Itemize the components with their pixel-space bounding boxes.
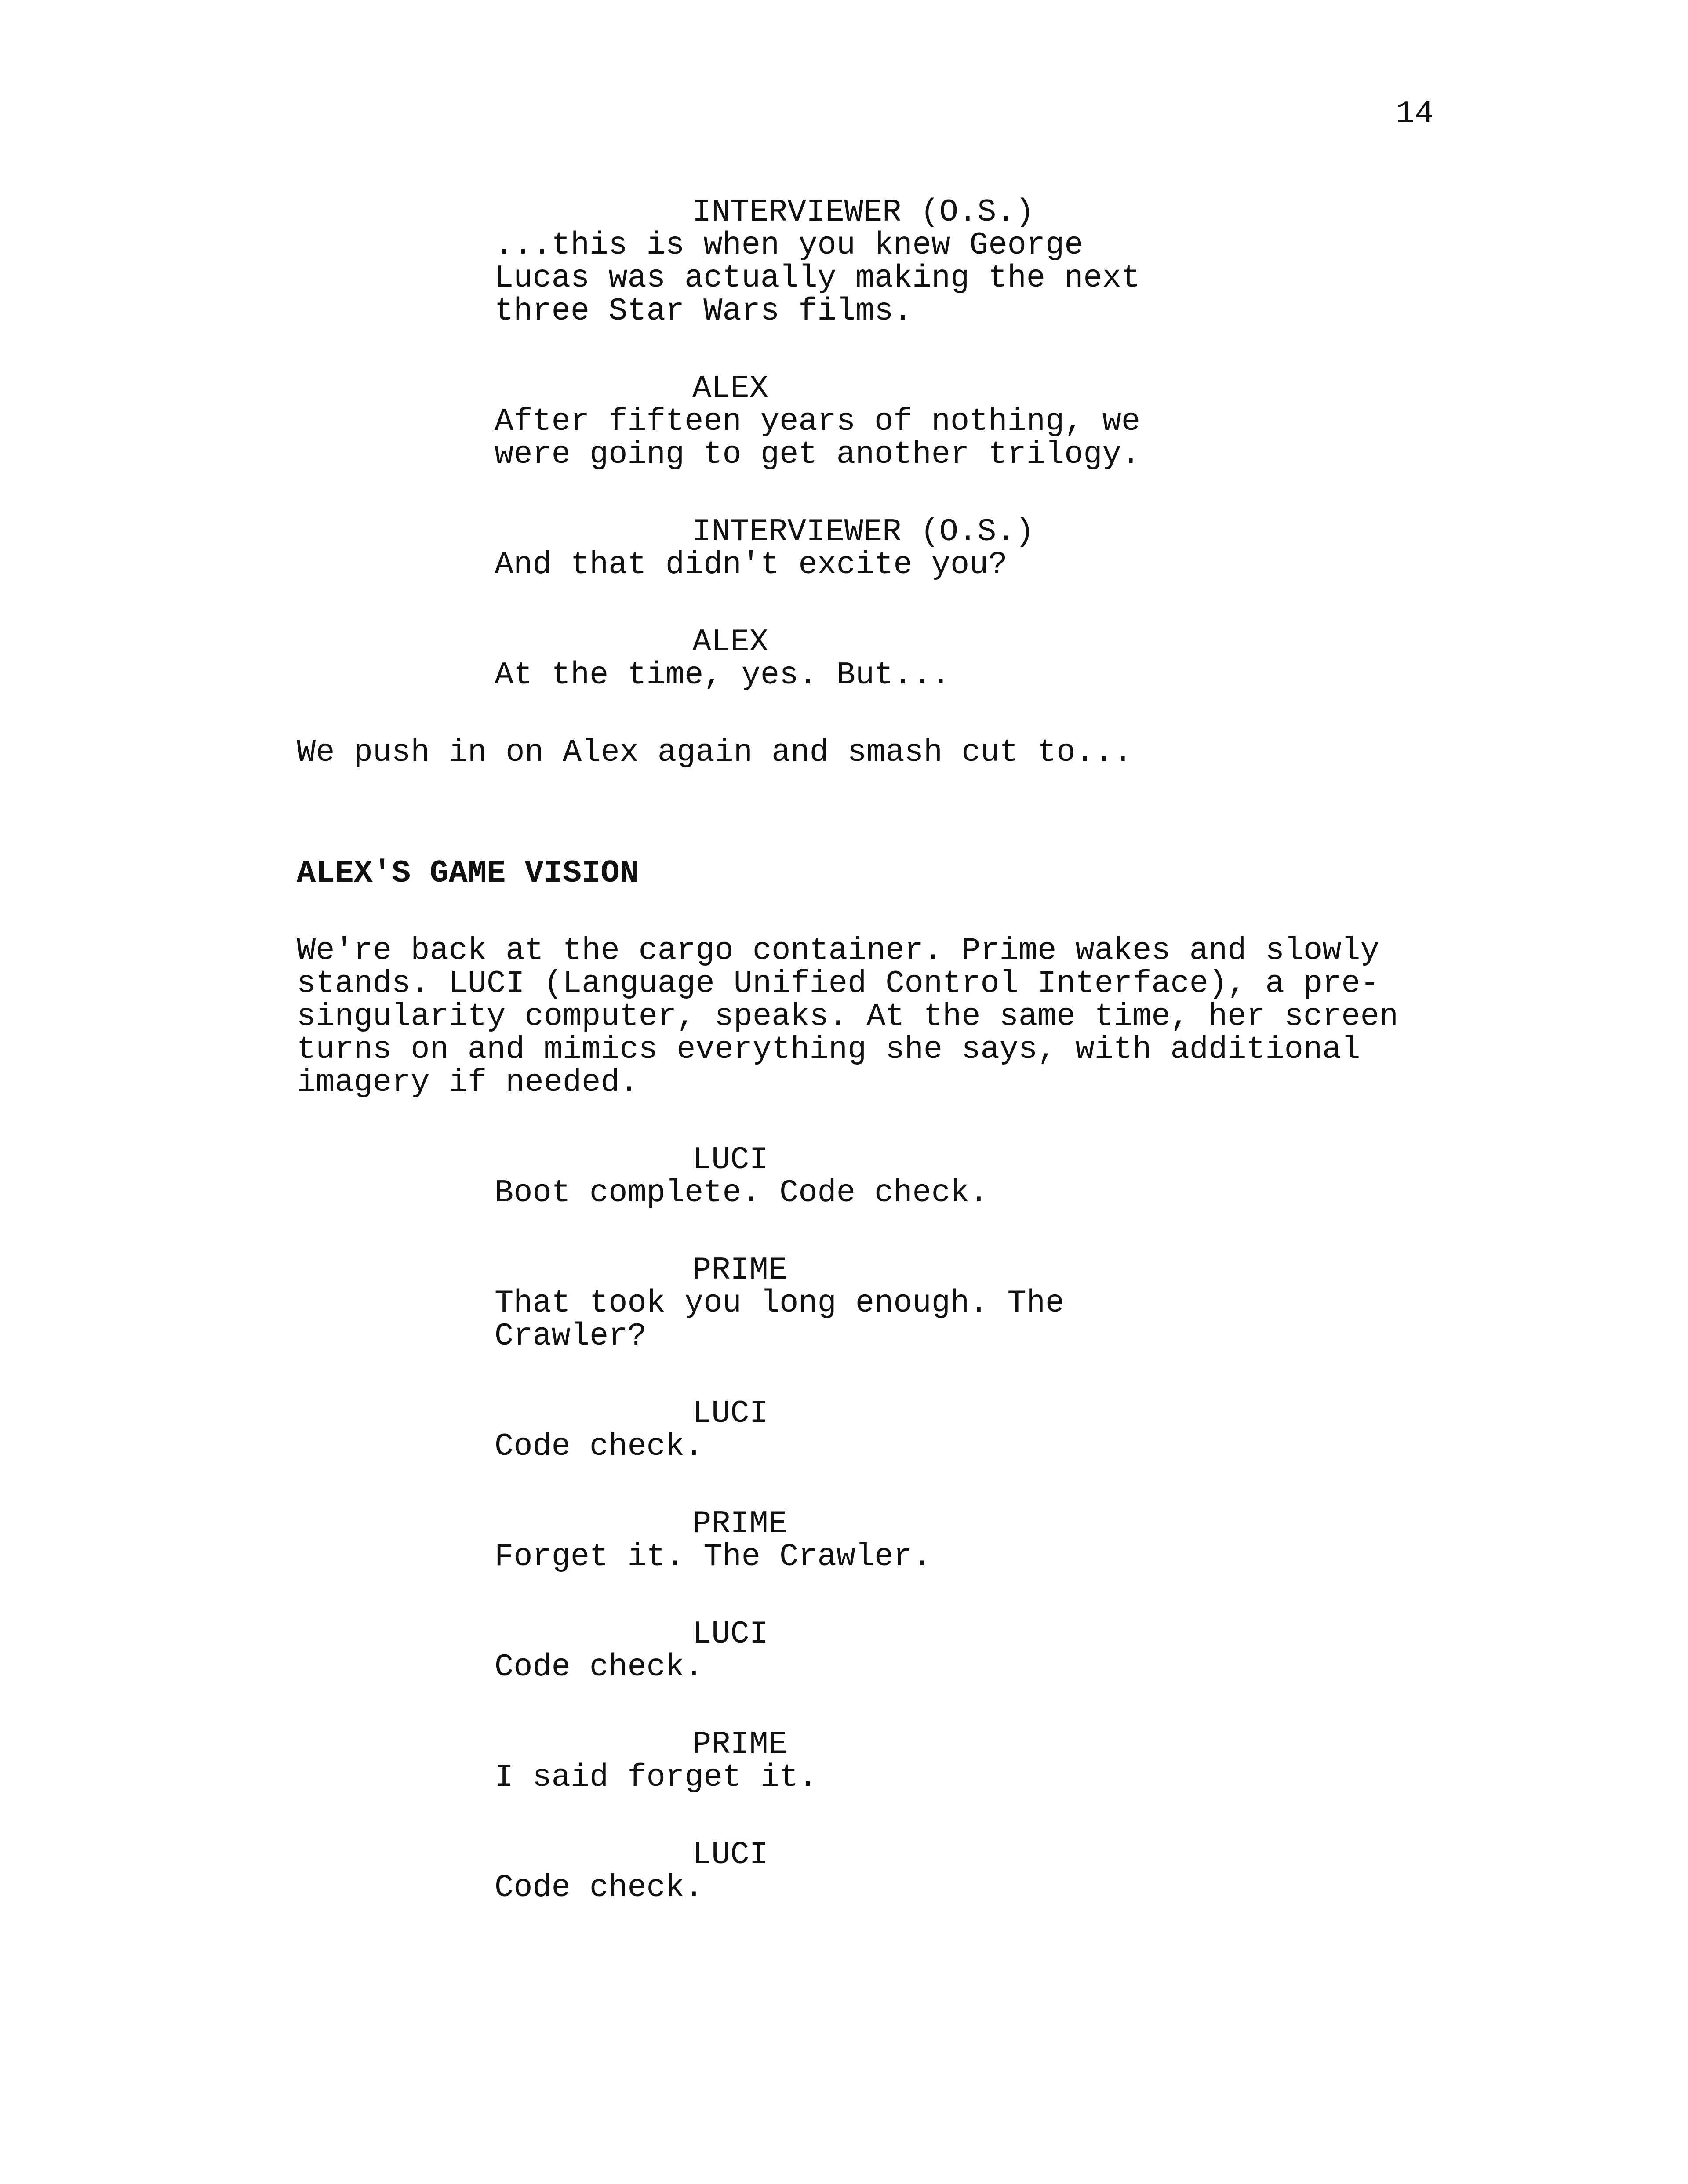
character-cue: PRIME bbox=[692, 1506, 788, 1542]
dialogue-line: Code check. bbox=[495, 1428, 704, 1464]
action-line: imagery if needed. bbox=[297, 1065, 639, 1101]
action-line: We push in on Alex again and smash cut to... bbox=[297, 734, 1133, 770]
dialogue-line: And that didn't excite you? bbox=[495, 547, 1008, 583]
dialogue-line: Boot complete. Code check. bbox=[495, 1175, 989, 1211]
character-cue: LUCI bbox=[692, 1616, 768, 1652]
character-cue: LUCI bbox=[692, 1395, 768, 1432]
character-cue: ALEX bbox=[692, 371, 768, 407]
dialogue-line: Crawler? bbox=[495, 1318, 647, 1354]
scene-heading: ALEX'S GAME VISION bbox=[297, 855, 639, 891]
character-cue: INTERVIEWER (O.S.) bbox=[692, 514, 1034, 550]
character-cue: LUCI bbox=[692, 1142, 768, 1178]
dialogue-line: After fifteen years of nothing, we bbox=[495, 403, 1141, 440]
action-line: We're back at the cargo container. Prime wakes and slowly bbox=[297, 933, 1379, 969]
dialogue-line: Lucas was actually making the next bbox=[495, 260, 1141, 296]
dialogue-line: Forget it. The Crawler. bbox=[495, 1539, 931, 1575]
character-cue: LUCI bbox=[692, 1837, 768, 1873]
action-line: stands. LUCI (Language Unified Control Interface), a pre- bbox=[297, 966, 1379, 1002]
character-cue: INTERVIEWER (O.S.) bbox=[692, 194, 1034, 230]
dialogue-line: I said forget it. bbox=[495, 1759, 818, 1795]
character-cue: PRIME bbox=[692, 1252, 788, 1288]
character-cue: PRIME bbox=[692, 1726, 788, 1762]
action-line: turns on and mimics everything she says, with additional bbox=[297, 1032, 1361, 1068]
dialogue-line: were going to get another trilogy. bbox=[495, 436, 1141, 472]
dialogue-line: Code check. bbox=[495, 1649, 704, 1685]
action-line: singularity computer, speaks. At the same time, her screen bbox=[297, 999, 1399, 1035]
dialogue-line: That took you long enough. The bbox=[495, 1285, 1065, 1321]
dialogue-line: ...this is when you knew George bbox=[495, 227, 1084, 263]
dialogue-line: At the time, yes. But... bbox=[495, 657, 950, 693]
dialogue-line: Code check. bbox=[495, 1870, 704, 1906]
character-cue: ALEX bbox=[692, 624, 768, 660]
page-number: 14 bbox=[1396, 96, 1434, 132]
dialogue-line: three Star Wars films. bbox=[495, 293, 913, 329]
